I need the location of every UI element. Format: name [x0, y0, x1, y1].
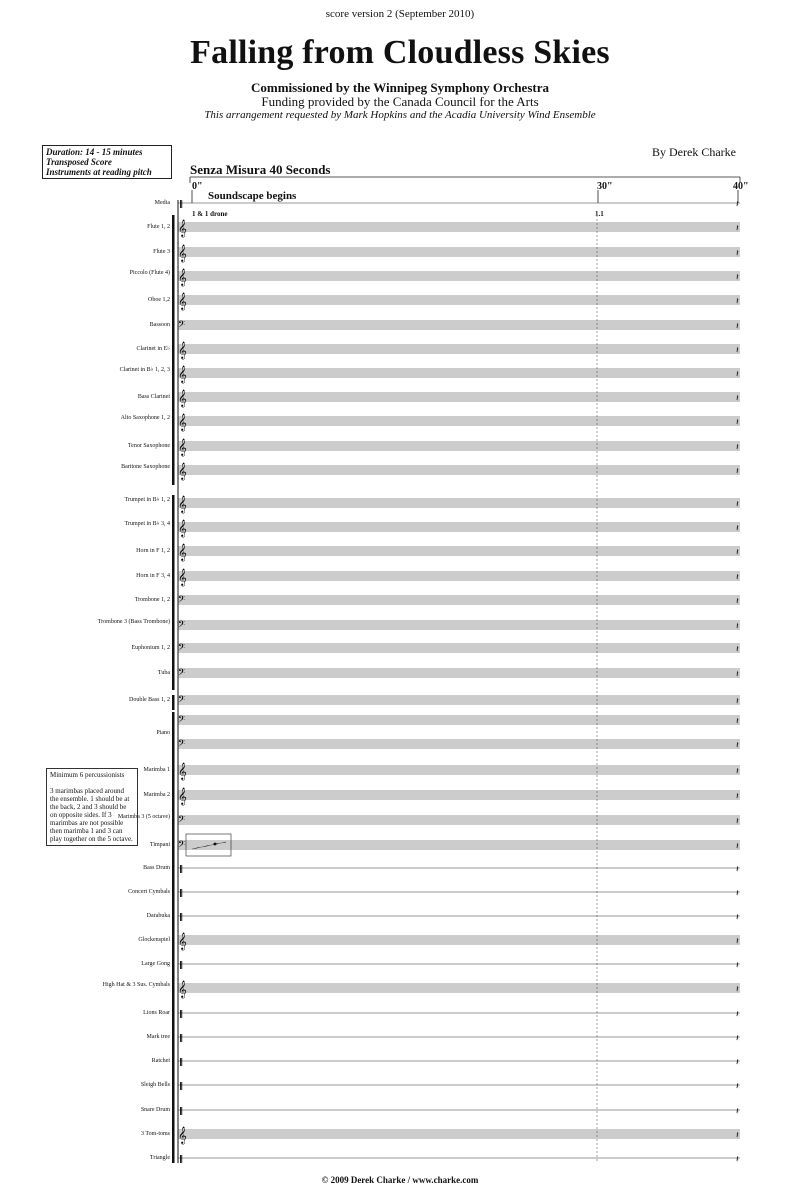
rest-icon: 𝄽	[736, 961, 739, 971]
bass-clef-icon: 𝄢	[178, 594, 186, 607]
rest-icon: 𝄽	[736, 767, 739, 777]
rest-icon: 𝄽	[736, 297, 739, 307]
percussion-clef-icon: ‖	[179, 888, 183, 897]
percussion-clef-icon: ‖	[179, 1154, 183, 1163]
rest-icon: 𝄽	[736, 500, 739, 510]
instrument-label: Double Bass 1, 2	[129, 697, 170, 703]
rest-icon: 𝄽	[736, 224, 739, 234]
percussion-clef-icon: ‖	[179, 912, 183, 921]
section-bracket	[172, 695, 175, 710]
rest-icon: 𝄽	[736, 792, 739, 802]
instrument-label: Flute 1, 2	[147, 224, 170, 230]
rest-icon: 𝄽	[736, 249, 739, 259]
percussion-note: Minimum 6 percussionists 3 marimbas placed around the ensemble. 1 should be at the back, 2 and 3 should be on opposite sides. If 3 marimbas are not possible then marimba 1 and 3 can play together on the 5 octave.	[46, 768, 138, 846]
instrument-label: Snare Drum	[140, 1107, 170, 1113]
rest-icon: 𝄽	[736, 1010, 739, 1020]
instrument-label: Ratchet	[151, 1058, 170, 1064]
treble-clef-icon: 𝄞	[178, 519, 187, 537]
treble-clef-icon: 𝄞	[178, 341, 187, 359]
instrument-label: Marimba 3 (5 octave)	[117, 814, 170, 820]
bass-clef-icon: 𝄢	[178, 319, 186, 332]
rest-icon: 𝄽	[736, 1131, 739, 1141]
rest-icon: 𝄽	[736, 889, 739, 899]
funding-line: Funding provided by the Canada Council for the Arts	[261, 94, 539, 109]
treble-clef-icon: 𝄞	[178, 762, 187, 780]
instrument-label: Oboe 1,2	[148, 297, 170, 303]
rest-icon: 𝄽	[736, 597, 739, 607]
instrument-label: Marimba 1	[143, 767, 170, 773]
transposed-text: Transposed Score	[46, 157, 112, 167]
rehearsal-mark: 1.1	[595, 210, 604, 218]
rest-icon: 𝄽	[736, 985, 739, 995]
duration-text: Duration: 14 - 15 minutes	[46, 147, 143, 157]
tempo-marking: Senza Misura 40 Seconds	[190, 162, 331, 177]
rest-icon: 𝄽	[736, 670, 739, 680]
instrument-label: High Hat & 3 Sus. Cymbals	[102, 982, 170, 988]
rest-icon: 𝄽	[736, 394, 739, 404]
percussion-clef-icon: ‖	[179, 864, 183, 873]
instrument-label: Bass Drum	[143, 865, 170, 871]
reading-pitch-text: Instruments at reading pitch	[46, 167, 152, 177]
instrument-label: Glockenspiel	[138, 937, 170, 943]
rest-icon: 𝄽	[736, 467, 739, 477]
rest-icon: 𝄽	[736, 370, 739, 380]
instrument-label: Timpani	[149, 842, 170, 848]
instrument-label: Large Gong	[141, 961, 170, 967]
rest-icon: 𝄽	[736, 913, 739, 923]
instrument-label: Piccolo (Flute 4)	[129, 270, 170, 276]
rest-icon: 𝄽	[736, 622, 739, 632]
rest-icon: 𝄽	[736, 524, 739, 534]
instrument-label: Horn in F 3, 4	[136, 573, 170, 579]
percussion-clef-icon: ‖	[179, 1009, 183, 1018]
percussion-clef-icon: ‖	[179, 1106, 183, 1115]
rest-icon: 𝄽	[736, 1155, 739, 1165]
score-title: Falling from Cloudless Skies	[190, 34, 610, 71]
time-mark-start: 0"	[192, 181, 203, 192]
time-mark-mid: 30"	[597, 181, 613, 192]
time-mark-end: 40"	[733, 181, 749, 192]
bass-clef-icon: 𝄢	[178, 839, 186, 852]
rest-icon: 𝄽	[736, 842, 739, 852]
treble-clef-icon: 𝄞	[178, 389, 187, 407]
instrument-label: Triangle	[149, 1155, 170, 1161]
instrument-label: Concert Cymbals	[128, 889, 170, 895]
treble-clef-icon: 𝄞	[178, 495, 187, 513]
arrangement-line: This arrangement requested by Mark Hopkins and the Acadia University Wind Ensemble	[204, 109, 596, 121]
instrument-label: Bass Clarinet	[137, 394, 170, 400]
rest-icon: 𝄽	[736, 573, 739, 583]
instrument-label: Piano	[156, 730, 170, 736]
instrument-label: Baritone Saxophone	[121, 464, 170, 470]
instrument-label: Trombone 3 (Bass Trombone)	[97, 619, 170, 625]
commission-line: Commissioned by the Winnipeg Symphony Orchestra	[251, 80, 549, 95]
instrument-label: Trombone 1, 2	[134, 597, 170, 603]
soundscape-cue: Soundscape begins	[208, 190, 297, 202]
rest-icon: 𝄽	[736, 1034, 739, 1044]
section-bracket	[172, 712, 175, 1163]
treble-clef-icon: 𝄞	[178, 543, 187, 561]
percussion-clef-icon: ‖	[179, 1033, 183, 1042]
rest-icon: 𝄽	[736, 697, 739, 707]
instrument-label: Sleigh Bells	[140, 1082, 170, 1088]
instrument-label: Bassoon	[149, 322, 170, 328]
bass-clef-icon: 𝄢	[178, 667, 186, 680]
rest-icon: 𝄽	[736, 200, 739, 210]
instrument-label: Tuba	[157, 670, 170, 676]
treble-clef-icon: 𝄞	[178, 365, 187, 383]
treble-clef-icon: 𝄞	[178, 462, 187, 480]
instrument-label: Lions Roar	[143, 1010, 170, 1016]
rest-icon: 𝄽	[736, 937, 739, 947]
bass-clef-icon: 𝄢	[178, 714, 186, 727]
treble-clef-icon: 𝄞	[178, 438, 187, 456]
instrument-label: Euphonium 1, 2	[131, 645, 170, 651]
treble-clef-icon: 𝄞	[178, 219, 187, 237]
percussion-clef-icon: ‖	[179, 1057, 183, 1066]
rest-icon: 𝄽	[736, 741, 739, 751]
rest-icon: 𝄽	[736, 817, 739, 827]
rest-icon: 𝄽	[736, 443, 739, 453]
percussion-clef-icon: ‖	[179, 960, 183, 969]
instrument-label: Trumpet in B♭ 3, 4	[124, 521, 170, 527]
rest-icon: 𝄽	[736, 865, 739, 875]
instrument-label: Clarinet in E♭	[136, 346, 170, 352]
section-bracket	[172, 215, 175, 485]
instrument-label: Marimba 2	[143, 792, 170, 798]
treble-clef-icon: 𝄞	[178, 787, 187, 805]
instrument-label: Tenor Saxophone	[127, 443, 170, 449]
bass-clef-icon: 𝄢	[178, 694, 186, 707]
composer-credit: By Derek Charke	[652, 145, 736, 159]
rest-icon: 𝄽	[736, 1107, 739, 1117]
copyright-footer: © 2009 Derek Charke / www.charke.com	[321, 1175, 479, 1185]
rest-icon: 𝄽	[736, 1058, 739, 1068]
treble-clef-icon: 𝄞	[178, 568, 187, 586]
section-bracket	[172, 495, 175, 690]
rest-icon: 𝄽	[736, 322, 739, 332]
bass-clef-icon: 𝄢	[178, 738, 186, 751]
treble-clef-icon: 𝄞	[178, 413, 187, 431]
instrument-label: Flute 3	[153, 249, 170, 255]
rest-icon: 𝄽	[736, 346, 739, 356]
treble-clef-icon: 𝄞	[178, 268, 187, 286]
instrument-label: Media	[154, 200, 170, 206]
treble-clef-icon: 𝄞	[178, 244, 187, 262]
bass-clef-icon: 𝄢	[178, 814, 186, 827]
treble-clef-icon: 𝄞	[178, 980, 187, 998]
bass-clef-icon: 𝄢	[178, 619, 186, 632]
instrument-label: Clarinet in B♭ 1, 2, 3	[119, 367, 170, 373]
treble-clef-icon: 𝄞	[178, 932, 187, 950]
instrument-label: Trumpet in B♭ 1, 2	[124, 497, 170, 503]
treble-clef-icon: 𝄞	[178, 1126, 187, 1144]
treble-clef-icon: 𝄞	[178, 292, 187, 310]
rest-icon: 𝄽	[736, 418, 739, 428]
rest-icon: 𝄽	[736, 548, 739, 558]
percussion-clef-icon: ‖	[179, 1081, 183, 1090]
drone-label: 1 & 1 drone	[192, 210, 228, 218]
instrument-label: Alto Saxophone 1, 2	[120, 415, 170, 421]
instrument-label: Mark tree	[146, 1034, 170, 1040]
instrument-label: Darabuka	[146, 913, 170, 919]
rest-icon: 𝄽	[736, 1082, 739, 1092]
rest-icon: 𝄽	[736, 717, 739, 727]
rest-icon: 𝄽	[736, 273, 739, 283]
score-version: score version 2 (September 2010)	[325, 8, 475, 20]
instrument-label: 3 Tom-toms	[141, 1131, 170, 1137]
percussion-clef-icon: ‖	[179, 199, 183, 208]
bass-clef-icon: 𝄢	[178, 642, 186, 655]
instrument-label: Horn in F 1, 2	[136, 548, 170, 554]
timpani-notehead	[214, 843, 217, 846]
rest-icon: 𝄽	[736, 645, 739, 655]
